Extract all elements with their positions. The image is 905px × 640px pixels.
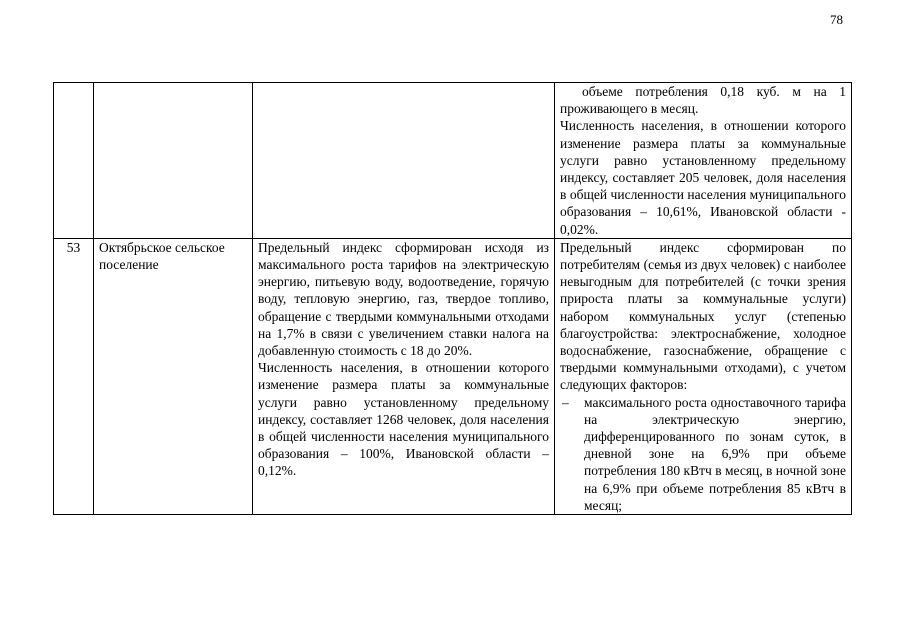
paragraph: Предельный индекс сформирован по потребителям (семья из двух человек) с наиболее невыгодным для потребителей (с точки зрения прироста платы за коммунальные услуги) набором коммунальных услуг (степенью благоустройства: электроснабжение, холодное водоснабжение, газоснабжение, обращение с твердыми коммунальными отходами), с учетом следующих факторов: — [560, 239, 846, 393]
list-item — [560, 394, 846, 514]
paragraph: объеме потребления 0,18 куб. м на 1 проживающего в месяц. — [560, 84, 846, 117]
row-number: 53 — [54, 238, 94, 514]
factor-list — [560, 394, 846, 514]
table-row-53 — [54, 238, 852, 514]
dash-bullet: – — [562, 394, 569, 410]
paragraph: Предельный индекс сформирован исходя из максимального роста тарифов на электрическую энергию, питьевую воду, водоотведение, горячую воду, тепловую энергию, газ, твердое топливо, обращение с твердыми коммунальными отходами на 1,7% в связи с увеличением ставки налога на добавленную стоимость с 18 до 20%. — [258, 239, 549, 359]
paragraph: Численность населения, в отношении которого изменение размера платы за коммунальные услуги равно установленному предельному индексу, составляет 1268 человек, доля населения в общей численности населения муниципального образования – 100%, Ивановской области – 0,12%. — [258, 360, 549, 479]
settlement-name-cell — [94, 238, 253, 514]
cell-settlement-empty — [94, 83, 253, 239]
table-row-continued — [54, 83, 852, 239]
settlement-name: Октябрьское сельское поселение — [99, 239, 225, 273]
page-number: 78 — [830, 12, 843, 27]
cell-details-continued — [555, 83, 852, 239]
index-details-cell — [555, 238, 852, 514]
cell-number-empty — [54, 83, 94, 239]
paragraph: Численность населения, в отношении которого изменение размера платы за коммунальные услуги равно установленному предельному индексу, составляет 205 человек, доля населения в общей численности населения муниципального образования – 10,61%, Ивановской области - 0,02%. — [560, 118, 846, 237]
list-item-text: максимального роста одноставочного тарифа на электрическую энергию, дифференцированного по зонам суток, в дневной зоне на 6,9% при объеме потребления 180 кВтч в месяц, в ночной зоне на 6,9% при объеме потребления 85 кВтч в месяц; — [584, 394, 846, 513]
index-description-cell — [253, 238, 555, 514]
cell-description-empty — [253, 83, 555, 239]
settlements-table — [53, 82, 852, 515]
